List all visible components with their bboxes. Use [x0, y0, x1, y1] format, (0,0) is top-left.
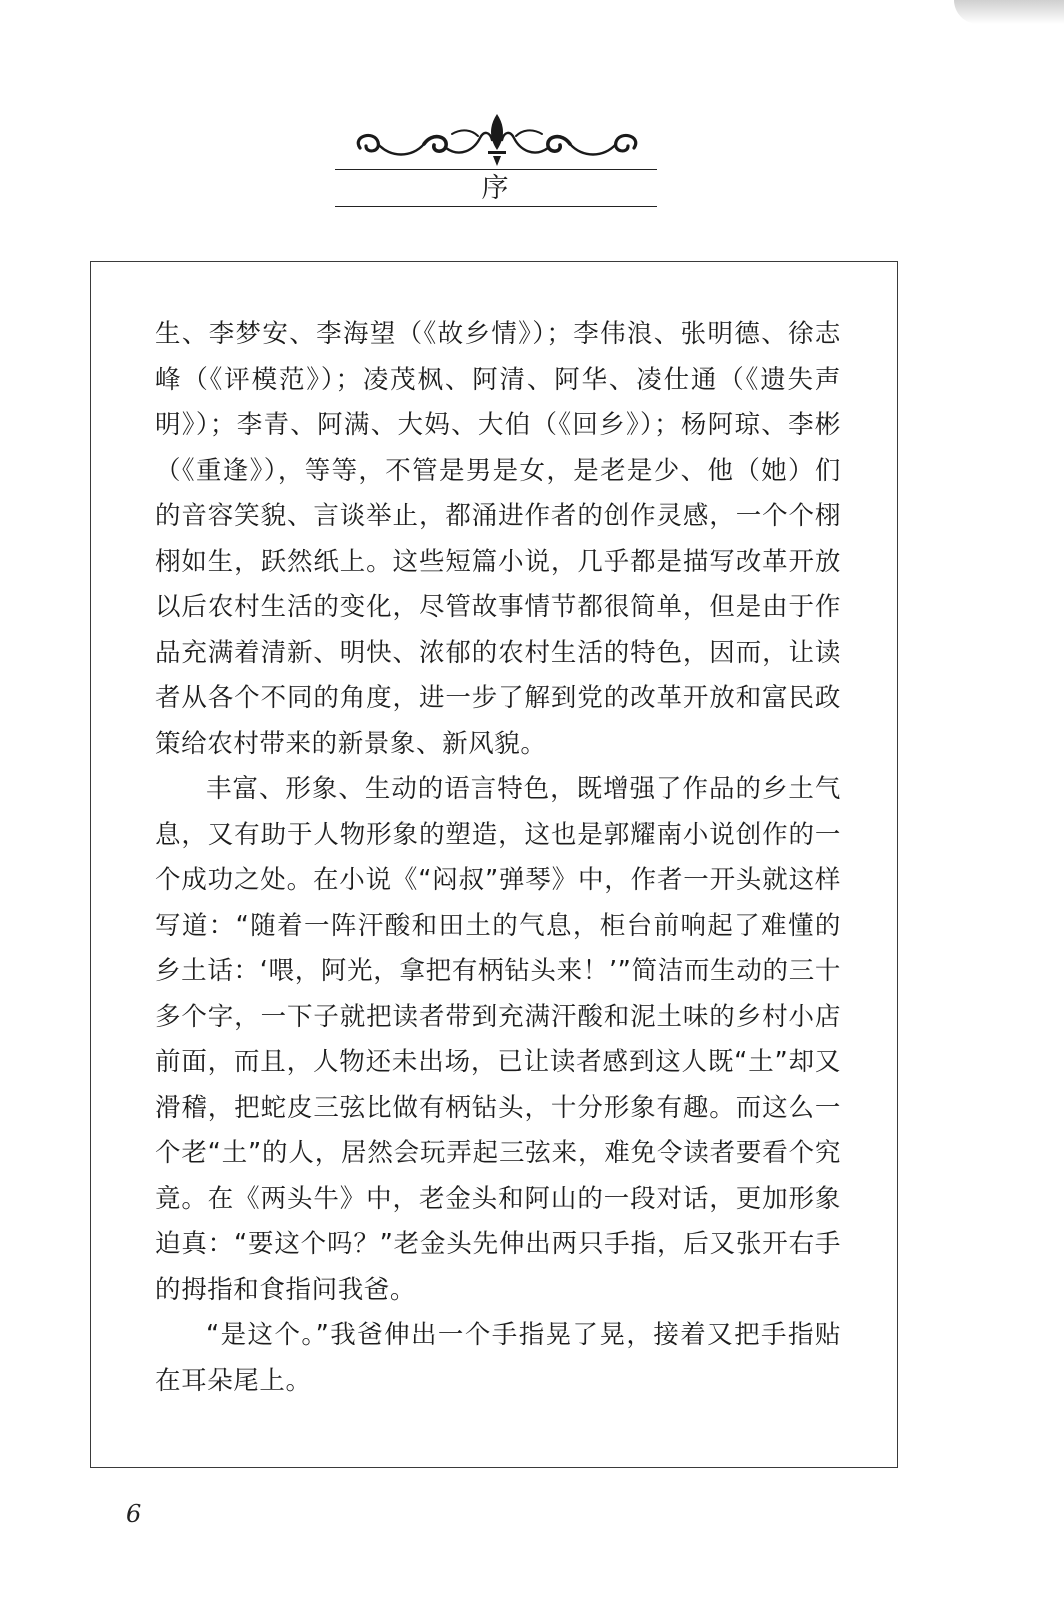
text-frame — [90, 261, 898, 1468]
page-number: 6 — [126, 1500, 142, 1528]
header-rule-top — [335, 169, 657, 170]
section-header — [330, 100, 662, 210]
section-title: 序 — [481, 173, 511, 204]
header-rule-bottom — [335, 206, 657, 207]
ornament-flourish-icon — [352, 110, 642, 172]
page-corner-shadow — [954, 0, 1064, 24]
paragraph-1: 生、李梦安、李海望（《故乡情》）；李伟浪、张明德、徐志峰（《评模范》）；凌茂枫、阿清、阿华、凌仕通（《遗失声明》）；李青、阿满、大妈、大伯（《回乡》）；杨阿琼、李彬（《重逢》），等等，不管是男是女，是老是少、他（她）们的音容笑貌、言谈举止，都涌进作者的创作灵感，一个个栩栩如生，跃然纸上。这些短篇小说，几乎都是描写改革开放以后农村生活的变化，尽管故事情节都很简单，但是由于作品充满着清新、明快、浓郁的农村生活的特色，因而，让读者从各个不同的角度，进一步了解到党的改革开放和富民政策给农村带来的新景象、新风貌。 — [155, 319, 841, 759]
paragraph-3: “是这个。”我爸伸出一个手指晃了晃，接着又把手指贴在耳朵尾上。 — [155, 1320, 841, 1396]
paragraph-2: 丰富、形象、生动的语言特色，既增强了作品的乡土气息，又有助于人物形象的塑造，这也是郭耀南小说创作的一个成功之处。在小说《“闷叔”弹琴》中，作者一开头就这样写道：“随着一阵汗酸和田土的气息，柜台前响起了难懂的乡土话：‘喂，阿光，拿把有柄钻头来！’”简洁而生动的三十多个字，一下子就把读者带到充满汗酸和泥土味的乡村小店前面，而且，人物还未出场，已让读者感到这人既“土”却又滑稽，把蛇皮三弦比做有柄钻头，十分形象有趣。而这么一个老“土”的人，居然会玩弄起三弦来，难免令读者要看个究竟。在《两头牛》中，老金头和阿山的一段对话，更加形象迫真：“要这个吗？”老金头先伸出两只手指，后又张开右手的拇指和食指问我爸。 — [155, 774, 841, 1305]
body-text — [155, 312, 841, 1404]
